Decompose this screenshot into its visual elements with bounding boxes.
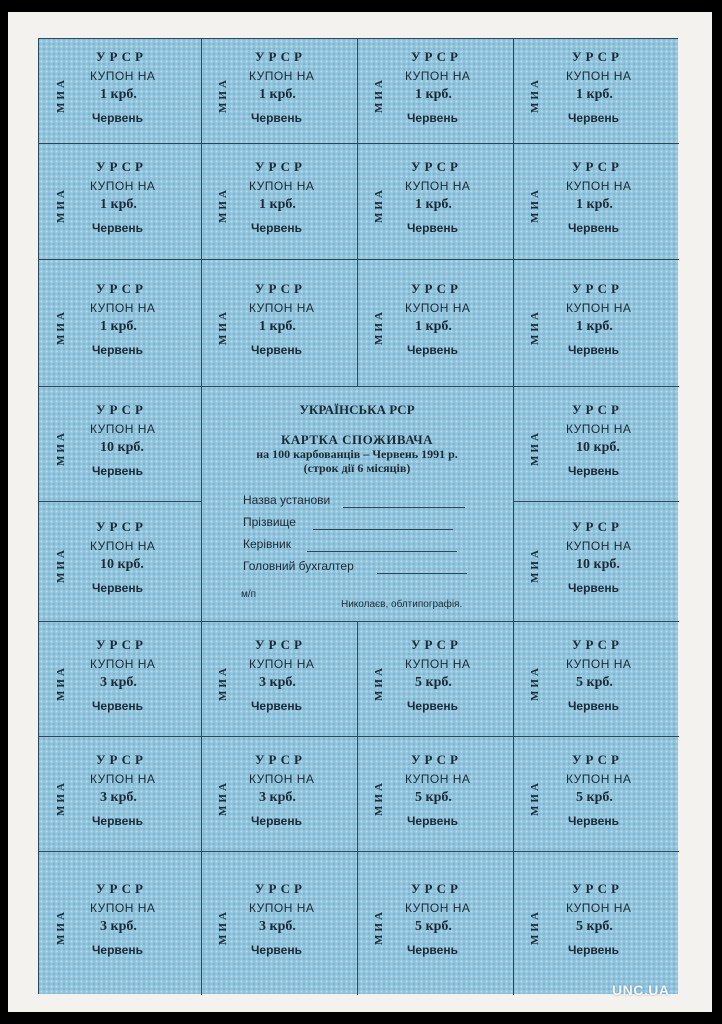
card-republic: УКРАЇНСЬКА РСР [299, 402, 415, 417]
coupon-label: КУПОН НА [249, 656, 315, 671]
coupon-amount: 5 крб. [576, 789, 613, 805]
field-accountant-line [377, 572, 467, 574]
coupon-month: Червень [407, 813, 458, 828]
coupon-header: УРСР [572, 401, 623, 417]
coupon-header: УРСР [255, 49, 306, 64]
coupon-amount: 1 крб. [100, 197, 137, 212]
coupon-side-label: МИА [55, 909, 67, 945]
grid-line [39, 386, 679, 387]
coupon-amount: 3 крб. [100, 919, 137, 934]
coupon-month: Червень [568, 943, 619, 957]
coupon-month: Червень [568, 463, 619, 478]
coupon [201, 736, 357, 851]
coupon-header: УРСР [255, 751, 306, 767]
coupon-amount: 1 крб. [415, 197, 452, 212]
coupon-header: УРСР [411, 636, 462, 652]
coupon-amount: 5 крб. [415, 674, 452, 690]
coupon-side-label: МИА [373, 779, 385, 816]
coupon [201, 259, 357, 386]
coupon-label: КУПОН НА [566, 69, 632, 83]
coupon-header: УРСР [411, 49, 462, 64]
coupon-header: УРСР [255, 280, 306, 296]
coupon-month: Червень [251, 111, 302, 125]
consumer-card-panel [201, 386, 513, 621]
coupon-side-label: МИА [529, 909, 541, 945]
coupon-side-label: МИА [217, 77, 229, 113]
coupon-month: Червень [568, 111, 619, 125]
coupon-header: УРСР [572, 881, 623, 896]
coupon-side-label: МИА [373, 187, 385, 223]
coupon-month: Червень [251, 943, 302, 957]
grid-line [39, 143, 679, 144]
grid-line [39, 501, 201, 502]
coupon-side-label: МИА [373, 308, 385, 345]
coupon-header: УРСР [572, 49, 623, 64]
coupon-side-label: МИА [529, 429, 541, 466]
coupon-amount: 1 крб. [259, 318, 296, 334]
coupon-side-label: МИА [55, 664, 67, 701]
coupon-amount: 5 крб. [415, 789, 452, 805]
coupon-side-label: МИА [529, 664, 541, 701]
coupon-label: КУПОН НА [566, 656, 632, 671]
coupon-side-label: МИА [55, 547, 67, 583]
coupon-side-label: МИА [217, 909, 229, 945]
field-surname-label: Прізвище [243, 515, 296, 529]
coupon [357, 39, 513, 143]
coupon-header: УРСР [96, 159, 147, 174]
coupon-side-label: МИА [217, 308, 229, 345]
coupon-amount: 10 крб. [576, 557, 620, 572]
grid-line [201, 39, 202, 995]
card-validity: (строк дії 6 місяців) [303, 461, 411, 475]
coupon [39, 39, 201, 143]
coupon-header: УРСР [255, 881, 306, 896]
card-subtitle: на 100 карбованців – Червень 1991 р. [256, 447, 458, 461]
coupon-month: Червень [568, 221, 619, 235]
coupon [513, 621, 679, 736]
coupon [357, 736, 513, 851]
coupon-side-label: МИА [529, 187, 541, 223]
coupon-label: КУПОН НА [405, 901, 471, 915]
coupon-header: УРСР [96, 519, 147, 534]
coupon-side-label: МИА [217, 779, 229, 816]
coupon [39, 143, 201, 259]
coupon-label: КУПОН НА [90, 421, 156, 436]
coupon [39, 501, 201, 621]
coupon-header: УРСР [255, 636, 306, 652]
coupon-amount: 1 крб. [259, 87, 296, 102]
coupon-header: УРСР [96, 881, 147, 896]
coupon [39, 386, 201, 501]
field-director-label: Керівник [243, 537, 291, 551]
coupon-side-label: МИА [373, 909, 385, 945]
coupon-label: КУПОН НА [566, 300, 632, 315]
coupon-amount: 3 крб. [100, 674, 137, 690]
coupon-amount: 10 крб. [100, 557, 144, 572]
coupon-amount: 3 крб. [259, 789, 296, 805]
coupon [39, 621, 201, 736]
coupon-amount: 1 крб. [415, 87, 452, 102]
coupon-label: КУПОН НА [90, 300, 156, 315]
grid-line [39, 736, 679, 737]
coupon-amount: 3 крб. [259, 674, 296, 690]
coupon-header: УРСР [255, 159, 306, 174]
coupon-header: УРСР [96, 280, 147, 296]
coupon-label: КУПОН НА [249, 69, 315, 83]
coupon [357, 851, 513, 995]
coupon-month: Червень [92, 813, 143, 828]
coupon-label: КУПОН НА [249, 901, 315, 915]
grid-line [513, 39, 514, 995]
coupon [201, 39, 357, 143]
coupon-month: Червень [407, 342, 458, 357]
coupon-label: КУПОН НА [90, 656, 156, 671]
coupon-month: Червень [407, 698, 458, 713]
coupon-amount: 1 крб. [576, 197, 613, 212]
card-title: КАРТКА СПОЖИВАЧА [280, 432, 434, 447]
watermark-logo: UNC.UA [612, 982, 670, 998]
stamp-place: м/п [241, 589, 257, 600]
coupon-side-label: МИА [373, 664, 385, 701]
coupon-side-label: МИА [55, 77, 67, 113]
coupon-header: УРСР [411, 280, 462, 296]
coupon [513, 143, 679, 259]
coupon [39, 736, 201, 851]
field-surname-line [313, 528, 453, 530]
coupon-month: Червень [251, 342, 302, 357]
grid-line [357, 621, 358, 995]
coupon-label: КУПОН НА [566, 901, 632, 915]
coupon-amount: 1 крб. [100, 318, 137, 334]
coupon-month: Червень [92, 581, 143, 595]
coupon-label: КУПОН НА [566, 771, 632, 786]
coupon [357, 259, 513, 386]
coupon-side-label: МИА [529, 308, 541, 345]
coupon [357, 621, 513, 736]
printer-note: Николаєв, облтипографія. [341, 599, 463, 610]
coupon [513, 39, 679, 143]
coupon [39, 259, 201, 386]
field-director-line [307, 550, 457, 552]
field-institution-label: Назва установи [243, 493, 331, 507]
coupon-label: КУПОН НА [249, 771, 315, 786]
coupon-side-label: МИА [529, 77, 541, 113]
coupon-month: Червень [251, 813, 302, 828]
field-accountant-label: Головний бухгалтер [243, 559, 354, 573]
coupon-label: КУПОН НА [90, 771, 156, 786]
coupon-sheet [38, 38, 678, 994]
grid-line [39, 259, 679, 260]
coupon-month: Червень [568, 342, 619, 357]
coupon-amount: 10 крб. [100, 439, 144, 455]
coupon-side-label: МИА [55, 779, 67, 816]
coupon-month: Червень [92, 463, 143, 478]
coupon-header: УРСР [572, 636, 623, 652]
coupon [513, 501, 679, 621]
coupon [357, 143, 513, 259]
coupon [513, 851, 679, 995]
grid-line [357, 39, 358, 386]
coupon-month: Червень [92, 221, 143, 235]
coupon-month: Червень [92, 698, 143, 713]
coupon [201, 143, 357, 259]
coupon-side-label: МИА [55, 429, 67, 466]
coupon-header: УРСР [96, 751, 147, 767]
coupon [39, 851, 201, 995]
coupon-month: Червень [407, 943, 458, 957]
coupon-label: КУПОН НА [249, 179, 315, 193]
field-institution-line [343, 506, 465, 508]
coupon [201, 851, 357, 995]
coupon-label: КУПОН НА [405, 771, 471, 786]
coupon-label: КУПОН НА [405, 656, 471, 671]
coupon-header: УРСР [96, 401, 147, 417]
coupon-header: УРСР [96, 636, 147, 652]
coupon-amount: 3 крб. [100, 789, 137, 805]
coupon-header: УРСР [411, 159, 462, 174]
coupon-month: Червень [92, 342, 143, 357]
coupon-label: КУПОН НА [90, 539, 156, 553]
coupon-month: Червень [568, 581, 619, 595]
coupon-side-label: МИА [529, 779, 541, 816]
coupon [513, 259, 679, 386]
coupon-label: КУПОН НА [90, 69, 156, 83]
coupon-amount: 10 крб. [576, 439, 620, 455]
coupon-month: Червень [251, 221, 302, 235]
coupon-label: КУПОН НА [249, 300, 315, 315]
coupon-side-label: МИА [217, 664, 229, 701]
coupon-month: Червень [568, 813, 619, 828]
coupon-label: КУПОН НА [405, 179, 471, 193]
coupon-header: УРСР [572, 751, 623, 767]
coupon-header: УРСР [572, 159, 623, 174]
coupon-side-label: МИА [529, 547, 541, 583]
coupon [513, 736, 679, 851]
coupon-month: Червень [251, 698, 302, 713]
coupon-amount: 1 крб. [415, 318, 452, 334]
coupon-amount: 5 крб. [576, 919, 613, 934]
coupon-label: КУПОН НА [405, 69, 471, 83]
coupon-header: УРСР [411, 751, 462, 767]
grid-line [39, 621, 679, 622]
coupon-month: Червень [407, 111, 458, 125]
coupon-month: Червень [92, 111, 143, 125]
grid-line [513, 501, 679, 502]
coupon-side-label: МИА [55, 187, 67, 223]
coupon-label: КУПОН НА [566, 179, 632, 193]
coupon-label: КУПОН НА [90, 179, 156, 193]
coupon-header: УРСР [411, 881, 462, 896]
coupon-amount: 1 крб. [259, 197, 296, 212]
grid-line [39, 851, 679, 852]
coupon-side-label: МИА [217, 187, 229, 223]
coupon-amount: 5 крб. [576, 674, 613, 690]
coupon-label: КУПОН НА [90, 901, 156, 915]
coupon-month: Червень [568, 698, 619, 713]
coupon-header: УРСР [572, 519, 623, 534]
coupon-month: Червень [407, 221, 458, 235]
coupon-header: УРСР [572, 280, 623, 296]
coupon-amount: 1 крб. [576, 318, 613, 334]
coupon [201, 621, 357, 736]
coupon [513, 386, 679, 501]
coupon-month: Червень [92, 943, 143, 957]
coupon-amount: 5 крб. [415, 919, 452, 934]
coupon-side-label: МИА [373, 77, 385, 113]
coupon-label: КУПОН НА [405, 300, 471, 315]
coupon-amount: 3 крб. [259, 919, 296, 934]
coupon-amount: 1 крб. [100, 87, 137, 102]
coupon-header: УРСР [96, 49, 147, 64]
coupon-side-label: МИА [55, 308, 67, 345]
coupon-amount: 1 крб. [576, 87, 613, 102]
coupon-label: КУПОН НА [566, 539, 632, 553]
coupon-label: КУПОН НА [566, 421, 632, 436]
